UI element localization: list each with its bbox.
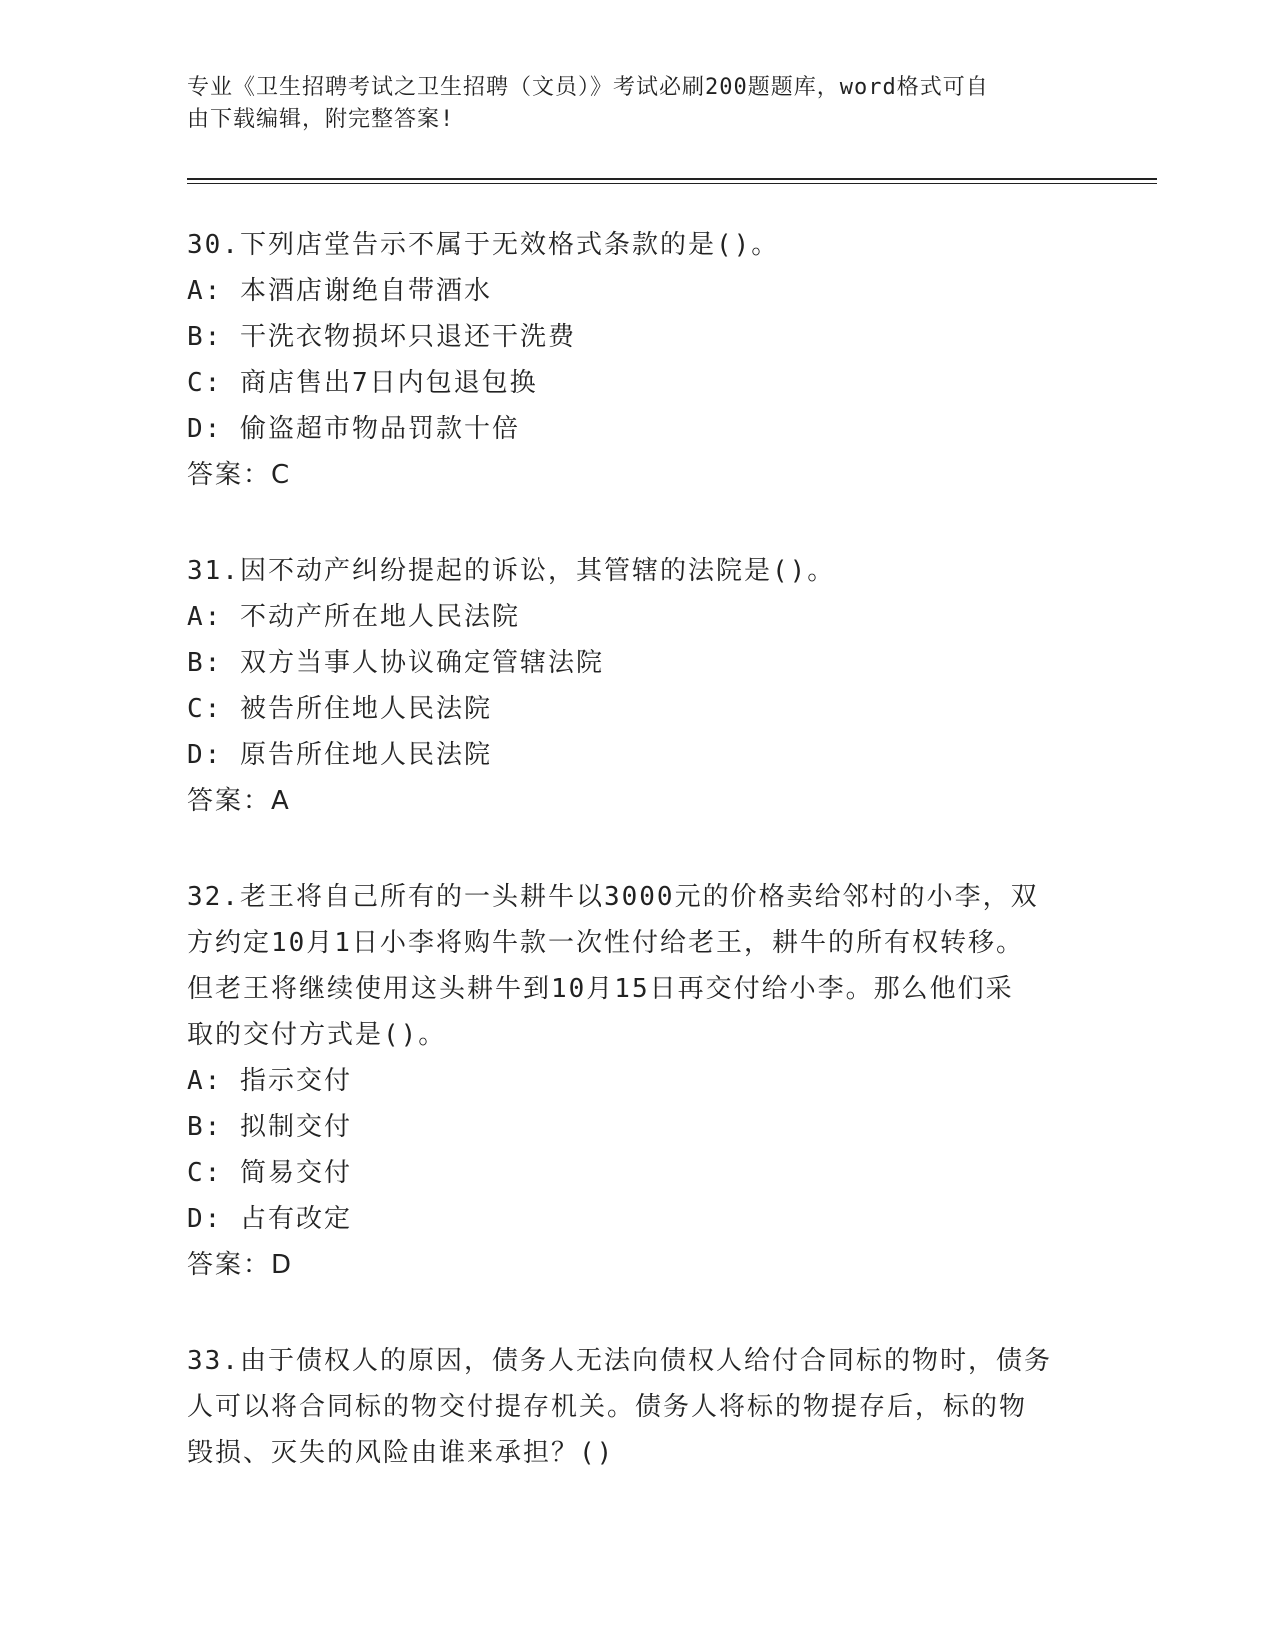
question-31 xyxy=(187,548,1077,824)
option-c: C: 商店售出7日内包退包换 xyxy=(187,368,538,398)
header-line-1: 专业《卫生招聘考试之卫生招聘（文员）》考试必刷200题题库，word格式可自 xyxy=(187,75,989,100)
question-stem-line: 人可以将合同标的物交付提存机关。债务人将标的物提存后，标的物 xyxy=(187,1392,1028,1422)
answer: 答案：D xyxy=(187,1250,294,1280)
option-a: A: 不动产所在地人民法院 xyxy=(187,602,520,632)
header-rule-thick xyxy=(187,178,1157,180)
header-line-2: 由下载编辑，附完整答案! xyxy=(187,107,455,132)
question-32 xyxy=(187,874,1077,1288)
question-stem-line: 33.由于债权人的原因，债务人无法向债权人给付合同标的物时，债务 xyxy=(187,1346,1052,1376)
question-stem-line: 方约定10月1日小李将购牛款一次性付给老王，耕牛的所有权转移。 xyxy=(187,928,1024,958)
option-a: A: 指示交付 xyxy=(187,1066,352,1096)
option-b: B: 拟制交付 xyxy=(187,1112,352,1142)
question-30 xyxy=(187,222,1077,498)
option-c: C: 被告所住地人民法院 xyxy=(187,694,492,724)
header-rule-thin xyxy=(187,183,1157,184)
option-d: D: 原告所住地人民法院 xyxy=(187,740,492,770)
option-a: A: 本酒店谢绝自带酒水 xyxy=(187,276,492,306)
question-33 xyxy=(187,1338,1077,1476)
question-stem-line: 毁损、灭失的风险由谁来承担？() xyxy=(187,1438,615,1468)
option-c: C: 简易交付 xyxy=(187,1158,352,1188)
answer: 答案：C xyxy=(187,460,292,490)
question-stem-line: 但老王将继续使用这头耕牛到10月15日再交付给小李。那么他们采 xyxy=(187,974,1014,1004)
option-b: B: 干洗衣物损坏只退还干洗费 xyxy=(187,322,576,352)
option-d: D: 偷盗超市物品罚款十倍 xyxy=(187,414,520,444)
question-stem: 30.下列店堂告示不属于无效格式条款的是()。 xyxy=(187,230,780,260)
option-d: D: 占有改定 xyxy=(187,1204,352,1234)
option-b: B: 双方当事人协议确定管辖法院 xyxy=(187,648,604,678)
question-stem-line: 取的交付方式是()。 xyxy=(187,1020,447,1050)
question-stem-line: 32.老王将自己所有的一头耕牛以3000元的价格卖给邻村的小李，双 xyxy=(187,882,1039,912)
answer: 答案：A xyxy=(187,786,291,816)
question-stem: 31.因不动产纠纷提起的诉讼，其管辖的法院是()。 xyxy=(187,556,836,586)
document-header xyxy=(187,72,1067,136)
